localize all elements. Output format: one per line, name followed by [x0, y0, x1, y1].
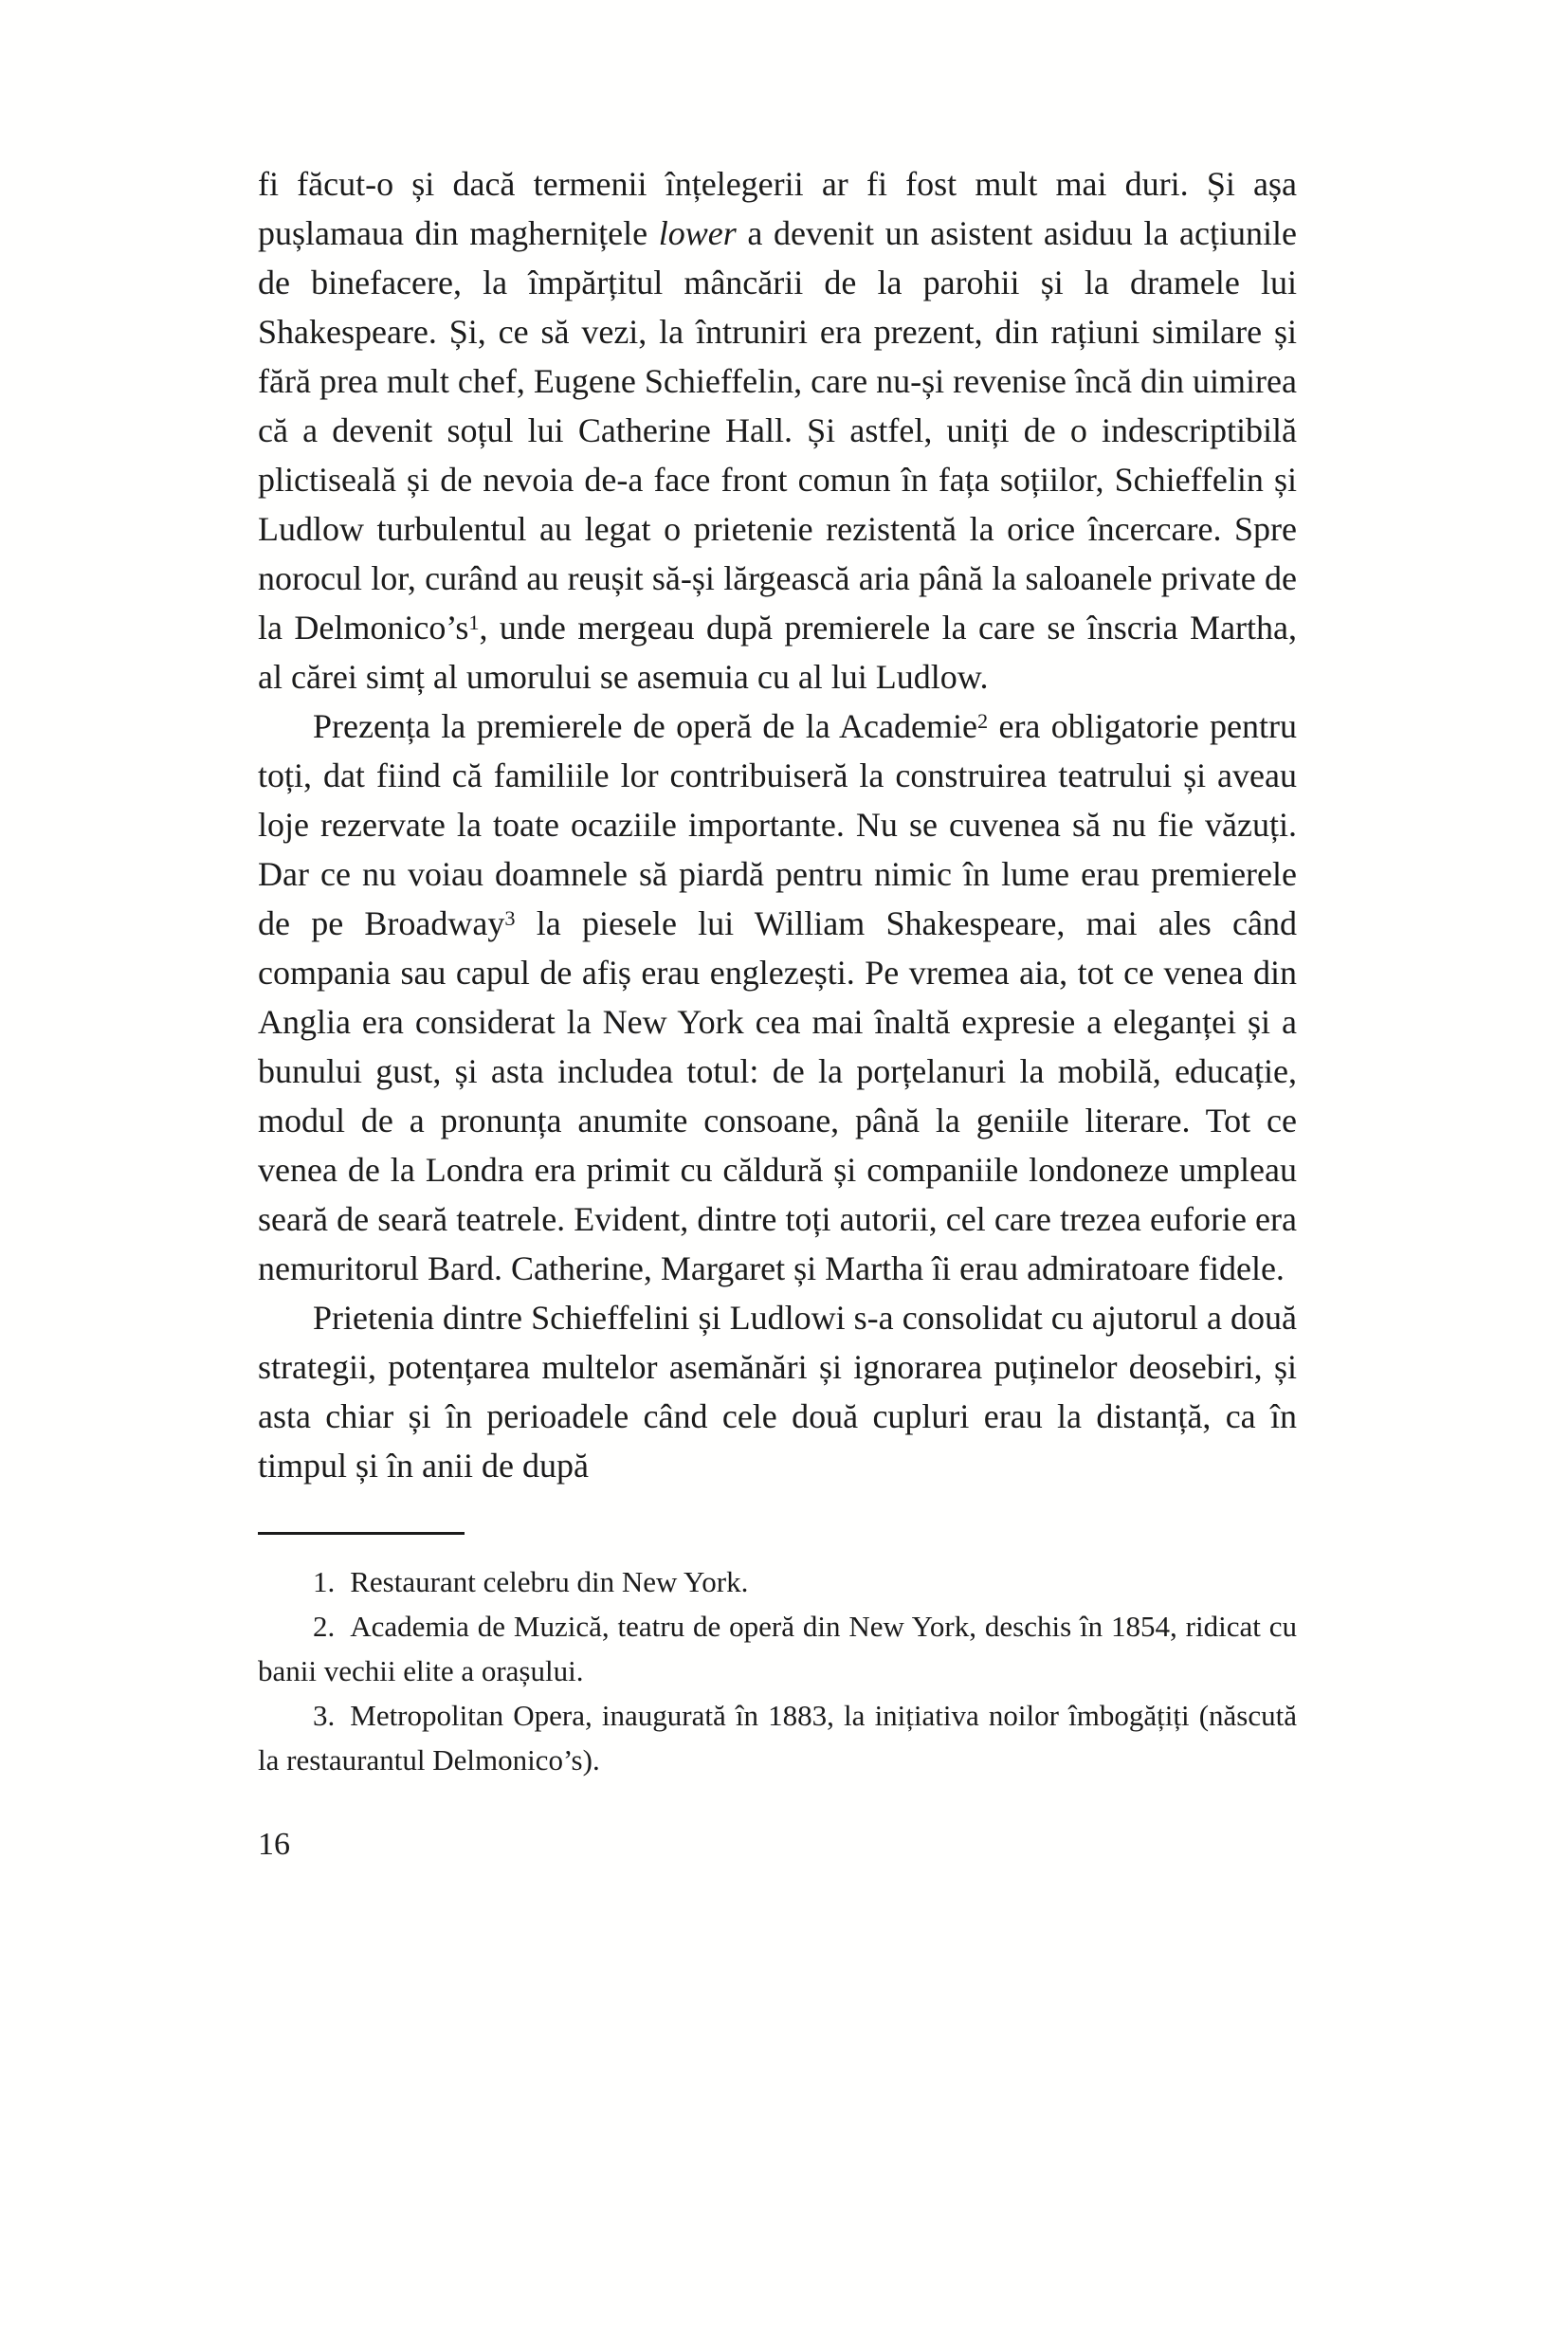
footnote-reference: 1: [468, 610, 480, 634]
footnote: [258, 1604, 1297, 1693]
text-block: [258, 159, 1297, 1864]
footnote: [258, 1693, 1297, 1782]
footnote: [258, 1559, 1297, 1604]
text-segment: la piesele lui William Shakespeare, mai ales când compania sau capul de afiș erau englezești. Pe vremea aia, tot ce venea din Anglia era considerat la New York cea mai înaltă expresie a eleganței și a bunului gust, și asta includea totul: de la porțelanuri la mobilă, educație, modul de a pronunța anumite consoane, până la geniile literare. Tot ce venea de la Londra era primit cu căldură și companiile londoneze umpleau seară de seară teatrele. Evident, dintre toți autorii, cel care trezea euforie era nemuritorul Bard. Catherine, Margaret și Martha îi erau admiratoare fidele.: [258, 904, 1297, 1287]
footnote-reference: 3: [504, 905, 516, 930]
text-segment: Prezența la premierele de operă de la Academie: [313, 707, 977, 745]
text-segment: a devenit un asistent asiduu la acțiunile de binefacere, la împărțitul mâncării de la parohii și la dramele lui Shakespeare. Și, ce să vezi, la întruniri era prezent, din rațiuni similare și fără prea mult chef, Eugene Schieffelin, care nu-și revenise încă din uimirea că a devenit soțul lui Catherine Hall. Și astfel, uniți de o indescriptibilă plictiseală și de nevoia de-a face front comun în fața soțiilor, Schieffelin și Ludlow turbulentul au legat o prietenie rezistentă la orice încercare. Spre norocul lor, curând au reușit să-și lărgească aria până la saloanele private de la Delmonico’s: [258, 214, 1297, 647]
footnote-text: Academia de Muzică, teatru de operă din New York, deschis în 1854, ridicat cu banii vechii elite a orașului.: [258, 1610, 1297, 1687]
italic-text-segment: lower: [658, 214, 737, 252]
text-segment: , unde mergeau după premierele la care se înscria Martha, al cărei simț al umorului se asemuia cu al lui Ludlow.: [258, 609, 1298, 696]
text-segment: fi făcut-o și dacă termenii înțelegerii ar fi fost mult mai duri. Și așa pușlamaua din maghernițele: [258, 165, 1297, 252]
paragraph: [258, 1293, 1297, 1490]
footnote-reference: 2: [976, 708, 989, 733]
page-number: 16: [258, 1827, 290, 1862]
footnote-text: Metropolitan Opera, inaugurată în 1883, la inițiativa noilor îmbogățiți (născută la restaurantul Delmonico’s).: [258, 1699, 1297, 1777]
text-segment: era obligatorie pentru toți, dat fiind că familiile lor contribuiseră la construirea teatrului și aveau loje rezervate la toate ocaziile importante. Nu se cuvenea să nu fie văzuți. Dar ce nu voiau doamnele să piardă pentru nimic în lume erau premierele de pe Broadway: [258, 707, 1297, 942]
paragraph: [258, 702, 1297, 1293]
body-paragraphs: [258, 159, 1297, 1490]
text-segment: Prietenia dintre Schieffelini și Ludlowi s-a consolidat cu ajutorul a două strategii, potențarea multelor asemănări și ignorarea puținelor deosebiri, și asta chiar și în perioadele când cele două cupluri erau la distanță, ca în timpul și în anii de după: [258, 1299, 1297, 1485]
paragraph: [258, 159, 1297, 702]
footnote-number: 2.: [313, 1610, 336, 1643]
footnote-number: 1.: [313, 1565, 336, 1598]
footnotes-section: [258, 1559, 1297, 1782]
footnote-number: 3.: [313, 1699, 336, 1732]
footnote-text: Restaurant celebru din New York.: [350, 1565, 749, 1598]
footnote-separator: [258, 1532, 465, 1535]
